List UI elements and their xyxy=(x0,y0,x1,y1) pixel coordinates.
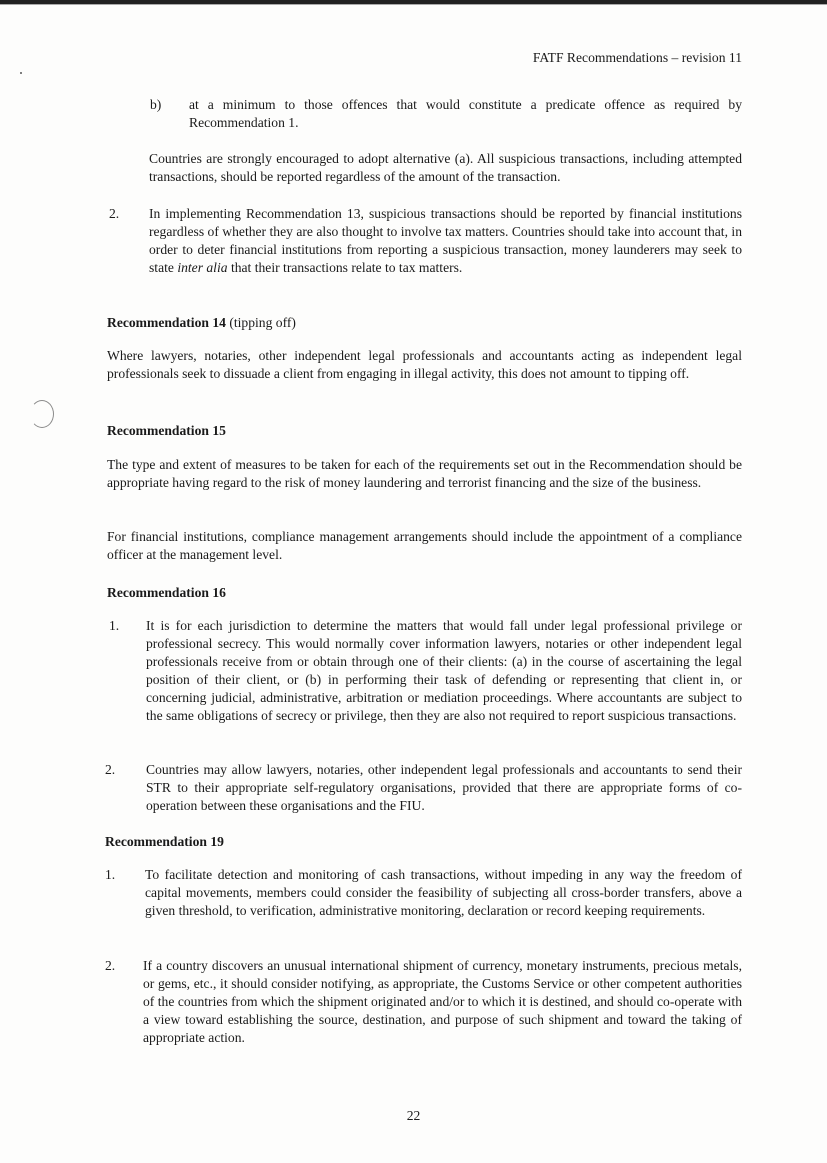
rec14-heading xyxy=(107,314,296,332)
rec19-item2-text: If a country discovers an unusual international shipment of currency, monetary instruments, precious metals, or gems, etc., it should consider notifying, as appropriate, the Customs Service or other competent authorities of the countries from which the shipment originated and/or to which it is destined, and should co-operate with a view toward establishing the source, destination, and purpose of such shipment and toward the taking of appropriate action. xyxy=(143,958,742,1045)
rec16-item2-text: Countries may allow lawyers, notaries, other independent legal professionals and accountants to send their STR to their appropriate self-regulatory organisations, provided that there are appropriate forms of co-operation between these organisations and the FIU. xyxy=(146,762,742,813)
rec19-item1-text: To facilitate detection and monitoring of cash transactions, without impeding in any way the freedom of capital movements, members could consider the feasibility of subjecting all cross-border transfers, above a given threshold, to verification, administrative monitoring, declaration or record keeping requirements. xyxy=(145,867,742,918)
page-number: 22 xyxy=(406,1108,421,1123)
rec16-heading: Recommendation 16 xyxy=(107,585,226,600)
rec15-heading: Recommendation 15 xyxy=(107,423,226,438)
running-header: FATF Recommendations – revision 11 xyxy=(532,50,742,65)
rec14-paragraph: Where lawyers, notaries, other independent legal professionals and accountants acting as independent legal professionals seek to dissuade a client from engaging in illegal activity, this does not amount to tipping off. xyxy=(107,348,742,381)
item-number: 2. xyxy=(109,206,120,221)
heading-title: Recommendation 14 xyxy=(107,315,226,330)
text-run: that their transactions relate to tax matters. xyxy=(227,260,463,275)
rec15-paragraph-1: The type and extent of measures to be taken for each of the requirements set out in the Recommendation should be appropriate having regard to the risk of money laundering and terrorist financing and the size of the business. xyxy=(107,457,742,490)
rec13-item2-text xyxy=(149,205,742,277)
italic-term: inter alia xyxy=(177,260,228,275)
item-number: 1. xyxy=(109,618,120,633)
item-number: 2. xyxy=(105,958,116,973)
item-number: 1. xyxy=(105,867,116,882)
rec19-heading: Recommendation 19 xyxy=(105,834,224,849)
text-run: In implementing Recommendation 13, suspicious transactions should be reported by financial institutions regardless of whether they are also thought to involve tax matters. Countries should take into account that, in order to deter financial institutions from reporting a suspicious transaction, money launderers may seek to state xyxy=(149,206,742,275)
scan-speck xyxy=(20,72,22,74)
rec16-item1-text: It is for each jurisdiction to determine the matters that would fall under legal professional privilege or professional secrecy. This would normally cover information lawyers, notaries or other independent legal professionals receive from or obtain through one of their clients: (a) in the course of ascertaining the legal position of their client, or (b) in performing their task of defending or representing that client in, or concerning judicial, administrative, arbitration or mediation proceedings. Where accountants are subject to the same obligations of secrecy or privilege, then they are also not required to report suspicious transactions. xyxy=(146,618,742,723)
item-number: 2. xyxy=(105,762,116,777)
heading-subtitle: (tipping off) xyxy=(225,315,296,330)
intro-paragraph: Countries are strongly encouraged to adopt alternative (a). All suspicious transactions, including attempted transactions, should be reported regardless of the amount of the transaction. xyxy=(149,151,742,184)
item-marker: b) xyxy=(150,97,162,112)
scan-edge-shadow xyxy=(0,4,827,5)
punch-hole xyxy=(30,400,54,428)
rec15-paragraph-2: For financial institutions, compliance management arrangements should include the appointment of a compliance officer at the management level. xyxy=(107,529,742,562)
item-text: at a minimum to those offences that would constitute a predicate offence as required by Recommendation 1. xyxy=(189,97,742,130)
